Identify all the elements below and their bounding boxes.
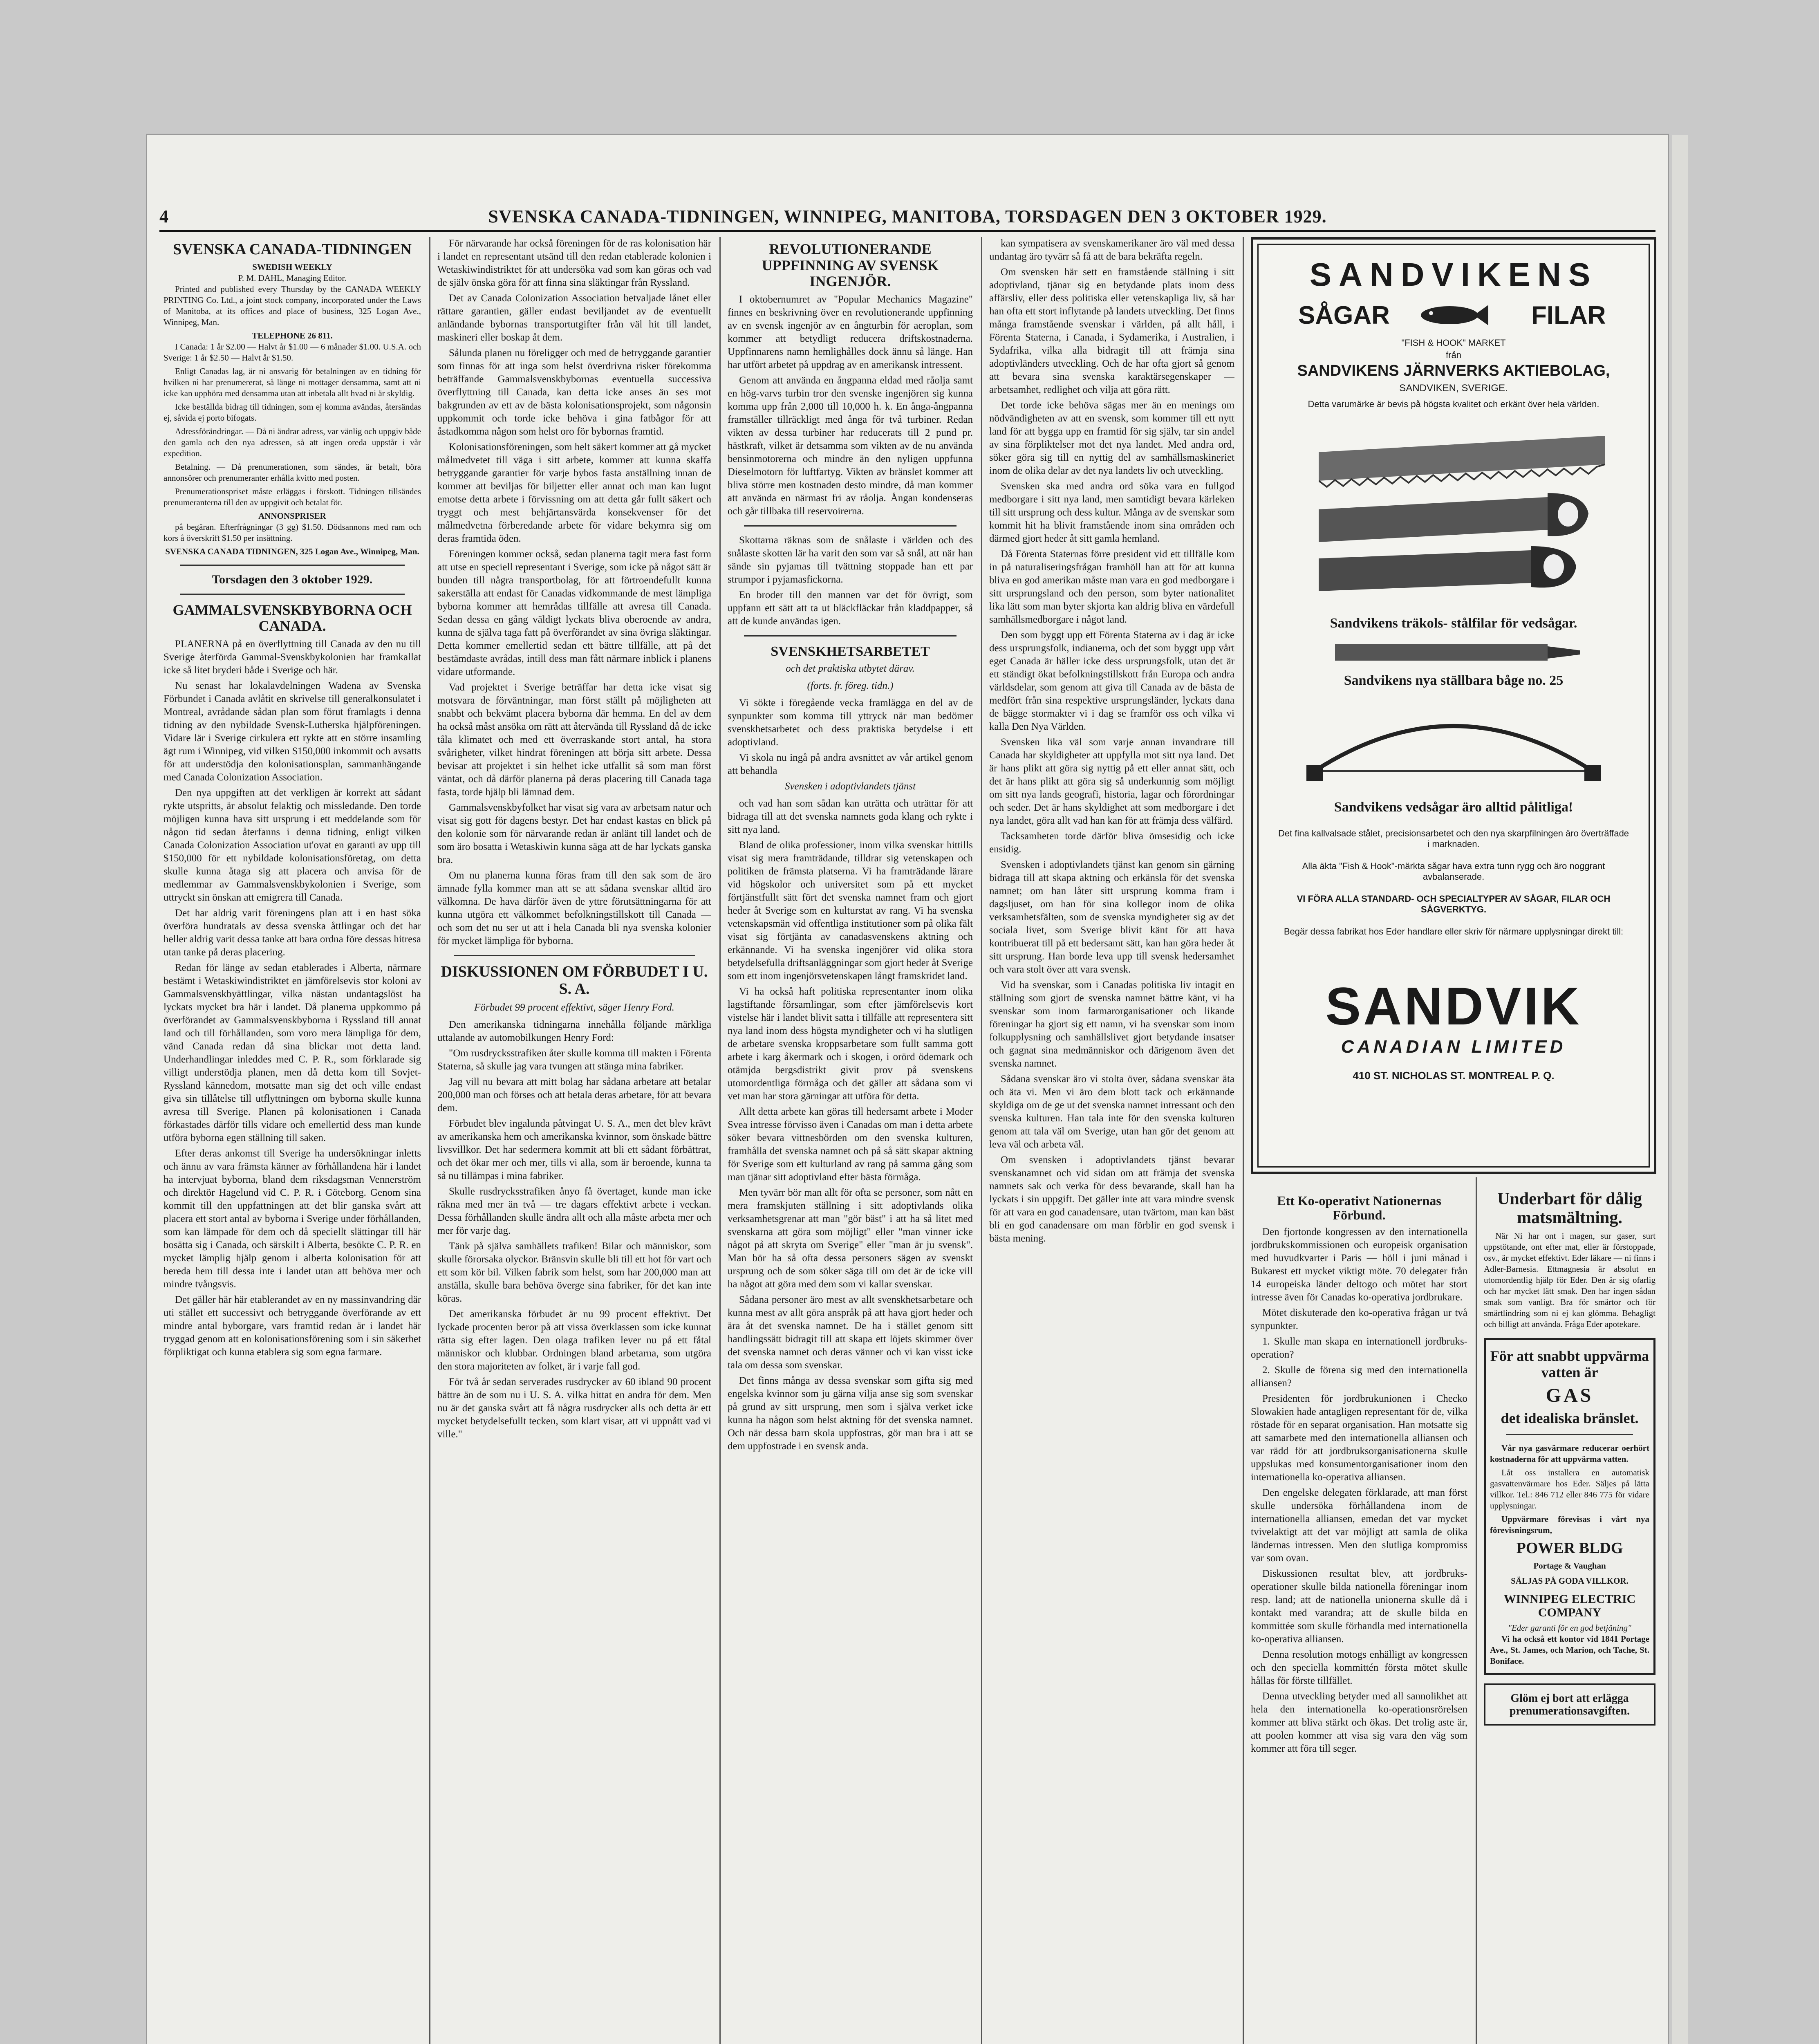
section-subhead: Svensken i adoptivlandets tjänst — [784, 781, 916, 792]
article-paragraph: kan sympatisera av svenskamerikaner äro väl med dessa undantag äro tyvärr så få att de bara bekräfta regeln. — [989, 238, 1234, 262]
column-rule — [1243, 237, 1244, 2044]
article-paragraph: Allt detta arbete kan göras till hedersamt arbete i Moder Svea intresse förvisso även i Canadas om man i detta arbete söker bevara vittnesbörden om den svenska kulturen, framhålla det svenska namnet och på så sätt skapar aktning för Sverige som ett kulturland av rang på samma gång som man tjänar sitt adoptivland efter bästa förmåga. — [728, 1106, 973, 1183]
article-paragraph: Det amerikanska förbudet är nu 99 procent effektivt. Det lyckade procenten beror på att vissa överklassen som icke kunnat rätta sig efter lagen. Den olaga trafiken lever nu på ett fåtal människor och klubbar. Ordningen bland arbetarna, som utgöra den stora majoriteten av folket, är i varje fall god. — [437, 1308, 711, 1372]
ad-text: VI FÖRA ALLA STANDARD- OCH SPECIALTYPER AV SÅGAR, FILAR OCH SÅGVERKTYG. — [1297, 894, 1611, 914]
company-name: SANDVIKENS JÄRNVERKS AKTIEBOLAG, — [1297, 362, 1610, 379]
article-paragraph: Presidenten för jordbrukunionen i Checko Slowakien hade antagligen representant för de, vilka röstade för en separat organisation. Han motsatte sig att samarbete med den internationella alliansen och var rädd för att jordbruksorganisationerna skulle uppslukas med konsumentorganisationer inom den internationella ko-operativa alliansen. — [1251, 1393, 1467, 1483]
masthead-bar — [159, 204, 1655, 229]
brand-name: SANDVIKENS — [1309, 256, 1598, 293]
sandvik-logo-sub: CANADIAN LIMITED — [1341, 1037, 1566, 1057]
divider — [454, 955, 695, 956]
ad-text: Alla äkta "Fish & Hook"-märkta sågar hava extra tunn rygg och äro noggrant avbalanserade. — [1302, 861, 1605, 882]
article-paragraph: Vi ha också haft politiska representanter inom olika lagstiftande församlingar, som efter jämförelsevis kort vistelse här i landet blivit satta i tillfälle att representera sitt nya land inom dess högsta myndigheter och vi ha slutligen de arbetare svenska kroppsarbetare som fullt samma gott arbete i karg åkermark och i skogen, i orörd ödemark och otämjda bergsdistrikt givit prov på svenskens utomordentliga förmåga och det gäller att sådana som vi vet man har stora gärningar att utföra för detta. — [728, 986, 973, 1102]
column-rule — [429, 237, 430, 2044]
column-5 — [1251, 1190, 1467, 2044]
ad-text: Vi ha också ett kontor vid 1841 Portage Ave., St. James, och Marion, och Tache, St. Boniface. — [1490, 1634, 1649, 1666]
article-paragraph: Om svensken i adoptivlandets tjänst bevarar svenskanamnet och vid sidan om att främja det svenska namnets sak och verka för dess bevarande, skall han ha lyckats i sin uppgift. Det gäller inte att vara mindre svensk för att vara en god canadensare, utan tvärtom, man kan bäst bli en god canadensare om man förblir en god svensk i bästa mening. — [989, 1154, 1234, 1244]
article-paragraph: Tänk på själva samhällets trafiken! Bilar och människor, som skulle förorsaka olyckor. Bränsvin skulle bli till ett hot för vart och ett som kör bil. Vilken fabrik som helst, som har 200,000 man att anställa, skulle bara behöva överge sina fabriker, för det kan inte köras. — [437, 1240, 711, 1304]
article-paragraph: Denna utveckling betyder med all sannolikhet att hela den internationella ko-operationsrörelsen kommer att bliva stärkt och ökas. Det trolig aste är, att poolen kommer att visa sig vara den väg som kommer att föra till seger. — [1251, 1691, 1467, 1755]
article-paragraph: Svensken lika väl som varje annan invandrare till Canada har skyldigheter att uppfylla mot sitt nya land. Det är hans plikt att göra sig nyttig på ett eller annat sätt, och det är hans plikt att göra sig så underkunnig som möjligt om sitt nya lands geografi, historia, lagar och förordningar och seder. Det är hans skyldighet att som medborgare i det nya landet, göra allt vad han kan för att främja dess välfärd. — [989, 737, 1234, 826]
article-paragraph: Vi skola nu ingå på andra avsnittet av vår artikel genom att behandla — [728, 752, 973, 777]
article-paragraph: PLANERNA på en överflyttning till Canada av den nu till Sverige återförda Gammal-Svenskbykolonien har framkallat icke så litet bryderi både i Sverige och här. — [164, 638, 421, 676]
product-caption: Sandvikens nya ställbara båge no. 25 — [1344, 673, 1564, 688]
ad-subtitle: det idealiska bränslet. — [1501, 1410, 1639, 1427]
notice-paragraph: Enligt Canadas lag, är ni ansvarig för betalningen av en tidning för hvilken ni har prenumererat, så länge ni mottager densamma, samt att ni icke kan upphöra med densamma utan att inbetala allt hvad ni är skyldig. — [164, 366, 421, 398]
ad-address: Portage & Vaughan — [1533, 1560, 1606, 1571]
notice-paragraph: Betalning. — Då prenumerationen, som sändes, är betalt, böra annonsörer och prenumeranter erhålla kvitto med posten. — [164, 462, 421, 483]
article-paragraph: Bland de olika professioner, inom vilka svenskar hittills visat sig mera framträdande, tilldrar sig vetenskapen och politiken de främsta platserna. Vi ha framträdande lärare vid högskolor och universitet som på ett mycket förtjänstfullt sätt fört det svenska namnet fram och gjort heder åt Sverige som en kulturstat av rang. Vi ha svenska vetenskapsmän vid offentliga institutioner som på olika fält visat sig förtjänta av canadasvenskens aktning och erkännande. Vi ha svenska ingenjörer vid olika stora betydelsefulla driftsanläggningar som gjort heder åt Sverige som ett inom ingenjörsvetenskapen långt framskridet land. — [728, 840, 973, 982]
article-paragraph: Den amerikanska tidningarna innehålla följande märkliga uttalande av automobilkungen Henry Ford: — [437, 1019, 711, 1043]
ad-gas: GAS — [1546, 1384, 1594, 1406]
gas-ad — [1484, 1338, 1655, 1675]
article-paragraph: Det torde icke behöva sägas mer än en menings om nödvändigheten av att en svensk, som kommer till ett nytt land för att bygga upp en framtid för sig själv, tar sin andel av sina förpliktelser mot det nya landet. Med andra ord, söker göra sig till en nyttig del av samhällsmaskineriet inom de olika delar av det nya landets liv och utveckling. — [989, 400, 1234, 476]
article-paragraph: För närvarande har också föreningen för de ras kolonisation här i landet en representant utsänd till den redan etablerade kolonien i Wetaskiwindistriktet för att undersöka vad som kan göras och vad de själv önska göra för att finna sina släktingar från Ryssland. — [437, 238, 711, 288]
ad-terms: SÄLJAS PÅ GODA VILLKOR. — [1511, 1576, 1629, 1586]
paper-address: SVENSKA CANADA TIDNINGEN, 325 Logan Ave., Winnipeg, Man. — [165, 546, 419, 556]
company-location: SANDVIKEN, SVERIGE. — [1399, 383, 1508, 394]
article-paragraph: Den fjortonde kongressen av den internationella jordbrukskommissionen och europeisk organisation med huvudkvarter i Paris — höll i juni månad i Bukarest ett mycket viktigt möte. 70 delegater från 14 europeiska länder deltogo och mötet har stort intresse även för Canadas ko-operativa jordbrukare. — [1251, 1226, 1467, 1303]
editor-line: P. M. DAHL, Managing Editor. — [238, 273, 347, 283]
article-paragraph: Jag vill nu bevara att mitt bolag har sådana arbetare att betalar 200,000 man och förses och att betala deras arbetare, för att bevara dem. — [437, 1076, 711, 1114]
article-paragraph: 2. Skulle de förena sig med den internationella alliansen? — [1251, 1365, 1467, 1389]
sandvik-logo: SANDVIK — [1325, 976, 1582, 1036]
article-paragraph: Svensken i adoptivlandets tjänst kan genom sin gärning bidraga till att skapa aktning och erkänsla för det svenska namnet; om han låter sitt ursprung komma fram i dagsljuset, om han för sina kollegor inom de olika verksamhetsfälten, som de svenska myndigheter sig av det sociala livet, som Sverige blivit känt för att hava kontribuerat till på ett bedersamt sätt, kan han göra heder åt sitt ursprung. Han borde leva upp till svensk hedersamhet och vara stolt över att vara svensk. — [989, 859, 1234, 975]
article-paragraph: 1. Skulle man skapa en internationell jordbruks-operation? — [1251, 1336, 1467, 1360]
masthead: SVENSKA CANADA-TIDNINGEN, WINNIPEG, MANITOBA, TORSDAGEN DEN 3 OKTOBER 1929. — [488, 206, 1327, 226]
notice-paragraph: på begäran. Efterfrågningar (3 gg) $1.50. Dödsannons med ram och kors å överskrift $1.50 per insättning. — [164, 522, 421, 543]
article-title: Ett Ko-operativt Nationernas Förbund. — [1277, 1193, 1441, 1223]
column-rule — [719, 237, 721, 2044]
product-saws: SÅGAR — [1298, 301, 1390, 329]
header-rule — [159, 230, 1655, 232]
article-paragraph: Genom att använda en ångpanna eldad med råolja samt en hög-varvs turbin tror den svenske ingenjören sig kunna komma upp från 2,000 till 10,000 h. k. En ånga-ångpanna framställer tillräckligt med ånga för två turbiner. Redan vikten av dessa turbiner har reducerats till 2 pund pr. hästkraft, vilket är detsamma som vikten av de nu använda bensinmotorerna och mindre än den nyligen uppfunna Dieselmotorn för luftfartyg. Vikten av bränslet kommer att bliva större men kostnaden desto mindre, då man kommer att använda en närmast fri av råolja. Ångan kondenseras och går tillbaka till reservoirerna. — [728, 374, 973, 517]
date-line: Torsdagen den 3 oktober 1929. — [212, 572, 373, 586]
article-paragraph: Skulle rusdrycksstrafiken ånyo få övertaget, kunde man icke räkna med mer än två — tre dagars effektivt arbete i veckan. Dessa förhållanden skulle ändra allt och alla måste arbeta mer och mer för varje dag. — [437, 1186, 711, 1236]
article-paragraph: Den engelske delegaten förklarade, att man först skulle undersöka förhållandena inom de internationella alliansen, emedan det var mycket tvivelaktigt att det var möjligt att samla de olika ländernas intressen. Men den slutliga kompromiss var som ovan. — [1251, 1487, 1467, 1564]
product-files: FILAR — [1531, 301, 1606, 329]
ad-company: WINNIPEG ELECTRIC COMPANY — [1503, 1592, 1636, 1619]
article-paragraph: Redan för länge av sedan etablerades i Alberta, närmare bestämt i Wetaskiwindistriktet en jämförelsevis stor koloni av Gammalsvenskbyättlingar, vilka nästan undantagslöst ha lyckats mycket bra här i landet. Då planerna uppkommo på överförandet av Gammalsvenskbyborna i Ryssland till annat land och till förhållanden, som voro mera lämpliga för dem, vänd Canada redan då sina blickar mot detta land. Underhandlingar inleddes med C. P. R., som förklarade sig villigt understödja planen, men då detta kom till Sovjet-Ryssland kännedom, motsatte man sig det och ville endast giva sin tillåtelse till utflyttningen om byborna skulle kunna avresa till Sverige. Planen på kolonisationen i Canada förkastades därför tills vidare och emellertid dess man kunde utföra byborna egen ställning till saken. — [164, 962, 421, 1143]
fish-hook-logo-icon — [1409, 301, 1490, 329]
article-title: DISKUSSIONEN OM FÖRBUDET I U. S. A. — [441, 963, 708, 997]
divider — [744, 525, 957, 527]
telephone: TELEPHONE 26 811. — [252, 330, 333, 341]
newspaper-page — [147, 135, 1668, 2044]
article-subtitle: Förbudet 99 procent effektivt, säger Henry Ford. — [474, 1002, 674, 1013]
column-6 — [1484, 1186, 1655, 2044]
article-paragraph: Sålunda planen nu föreligger och med de betryggande garantier som finnas för att inga som helst överdrivna risker förekomma beträffande Gammalsvenskbybornas eventuella successiva överflyttning till Canada, kan detta icke anses än ses mot bakgrunden av ett av de bästa kolonisationsprojekt, som någonsin uppkommit och torde icke behöva i gina fatbågor för att åstadkomma någon som helst oro för bybornas framtid. — [437, 347, 711, 437]
page-edge — [1672, 135, 1688, 2044]
notice-paragraph: Prenumerationspriset måste erläggas i förskott. Tidningen tillsändes prenumeranterna till den av uppgivit och betalat för. — [164, 486, 421, 507]
article-paragraph: Tacksamheten torde därför bliva ömsesidig och icke ensidig. — [989, 831, 1234, 855]
article-paragraph: Den nya uppgiften att det verkligen är korrekt att sådant rykte utspritts, är absolut felaktig och missledande. Den torde möjligen kunna hava sitt ursprung i ett meddelande som för någon tid sedan återfanns i denna tidning, enligt vilken Canada Colonization Association ut'ovat en garanti av upp till $150,000 för ett nybildade kolonisationsföretag, om detta skulle kunna åtaga sig att placera och anvisa för de medlemmar av Gammalsvenskbykolonien i Sverige, som uttryckt sin önskan att emigrera till Canada. — [164, 787, 421, 903]
bow-saw-icon — [1306, 697, 1601, 787]
article-paragraph: Vid ha svenskar, som i Canadas politiska liv intagit en ställning som gjort de svenska namnet bättre känt, vi ha svenskar som inom farmarorganisationer och likande föreningar ha gjort sig ett namn, vi ha svenskar som inom folkupplysning och samhällslivet gjort betydande insatser och gagnat sina medmänniskor och därigenom även det svenska namnet. — [989, 979, 1234, 1069]
divider — [180, 594, 405, 595]
paper-subtitle: SWEDISH WEEKLY — [252, 262, 332, 272]
article-paragraph: Sådana svenskar äro vi stolta över, sådana svenskar äta och äta vi. Men vi äro dem blott tack och erkännande skyldiga om de ge ut det svenska namnet intressant och den svenska kulturen. Han tala inte för den svenska kulturen genom att tala väl om Sverige, utan han gör det genom att leva väl och arbeta väl. — [989, 1074, 1234, 1150]
ad-text: Låt oss installera en automatisk gasvattenvärmare hos Eder. Säljes på lätta villkor. Tel.: 846 712 eller 846 775 för vidare upplysningar. — [1490, 1467, 1649, 1511]
article-paragraph: Svensken ska med andra ord söka vara en fullgod medborgare i sitt nya land, men samtidigt bevara kärleken till sitt ursprung och dess kultur. Många av de svenskar som kommit hit ha blivit framstående inom sina områden och därmed gjort heder åt sitt gamla hemland. — [989, 481, 1234, 544]
notice-paragraph: Icke beställda bidrag till tidningen, som ej komma avändas, återsändas ej, såvida ej porto bifogats. — [164, 401, 421, 423]
column-1 — [164, 237, 421, 2044]
saw-blades-icon — [1319, 436, 1605, 607]
article-paragraph: Den som byggt upp ett Förenta Staterna av i dag är icke dess ursprungsfolk, indianerna, och det som byggt upp vårt eget Canada är häller icke dess ursprungsfolk, utan det är ett ständigt ökat befolkningstillskott från Europa och andra världsdelar, som genom att giva till Canada av de bästa de medfört från sina respektive ursprungsländer, lyckats dana de bägge stormakter vi i dag se framför oss och vilka vi kalla Den Nya Världen. — [989, 630, 1234, 732]
article-paragraph: Kolonisationsföreningen, som helt säkert kommer att gå mycket målmedvetet till väga i sitt arbete, kommer att kunna skaffa betryggande garantier för varje bybos fasta anställning innan de kommer att beviljas för biljetter eller annat och man kan lugnt emotse detta arbete i förvissning om att detta går fullt säkert och tryggt och mest behjärtansvärda konsekvenser för det målmedvetna förberedande arbete för vidare bekymra sig om deras framtida öden. — [437, 442, 711, 544]
ad-title: Underbart för dålig matsmältning. — [1497, 1190, 1642, 1228]
subscription-rates: I Canada: 1 år $2.00 — Halvt år $1.00 — 6 månader $1.00. U.S.A. och Sverige: 1 år $2.50 — Halvt år $1.50. — [164, 341, 421, 363]
page-number: 4 — [159, 206, 169, 226]
publisher-text: Printed and published every Thursday by the CANADA WEEKLY PRINTING Co. Ltd., a joint stock company, incorporated under the Laws of Manitoba, at its offices and place of business, 325 Logan Ave., Winnipeg, Man. — [164, 284, 421, 327]
notice-paragraph: Adressförändringar. — Då ni ändrar adress, var vänlig och uppgiv både den gamla och den nya adressen, så att ingen oreda uppstår i vår expedition. — [164, 426, 421, 458]
subscription-reminder: Glöm ej bort att erlägga prenumerationsavgiften. — [1509, 1692, 1630, 1717]
article-paragraph: Vad projektet i Sverige beträffar har detta icke visat sig motsvara de förväntningar, man först ställt på möjligheten att snabbt och bekvämt placera byborna där hemma. En del av dem ha också måst ansöka om rätt att återvända till Ryssland då de icke tåla klimatet och med ett överraskande stort antal, ha stora svårigheter, vilket hindrat föreningen att börja sitt arbete. Dessa bevisar att projektet i sin helhet icke utfallit så som man först väntat, och då därför planerna på deras placering till Canada taga fasta, torde hjälp bli lämnad dem. — [437, 682, 711, 798]
article-paragraph: Det finns många av dessa svenskar som gifta sig med engelska kvinnor som ju gärna vilja anse sig som svenskar på grund av sitt ursprung, men som i själva verket icke kunna ha någon som helst aktning för det svenska namnet. Och när dessa barn skola uppfostras, gör man bra i att se dem uppfostrade i en svensk anda. — [728, 1375, 973, 1452]
divider — [744, 635, 957, 637]
article-paragraph: Mötet diskuterade den ko-operativa frågan ur två synpunkter. — [1251, 1307, 1467, 1332]
ad-text: Uppvärmare förevisas i vårt nya förevisningsrum, — [1490, 1514, 1649, 1535]
article-paragraph: Förbudet blev ingalunda påtvingat U. S. A., men det blev krävt av amerikanska hem och amerikanska kvinnor, som önskade bättre livsvillkor. Det har sedermera kommit att bli ett sådant förbättrat, och det ökar mer och mer, tills vi alla, som är beroende, kunna ta så nu tillämpas i mina fabriker. — [437, 1118, 711, 1181]
article-paragraph: Efter deras ankomst till Sverige ha undersökningar inletts och ännu av vara främsta känner av förhållandena här i landet ha intervjuat byborna, bland dem riksdagsman Vennerström och direktör Hagelund vid C. P. R. i Göteborg. Genom sina kommit till den uppfattningen att det blir ganska svårt att placera ett stort antal av byborna i Sverige under förhållanden, som kan lämpade för dem och då speciellt slättingar till här bosätta sig i Canada, och särskilt i Alberta, besökte C. P. R. en mycket lämplig hjälp genom i alberta kolonisation för att bereda hem till dessa inte i landet utan att behöva mer och mindre tvångsvis. — [164, 1148, 421, 1290]
article-paragraph: Vi sökte i föregående vecka framlägga en del av de synpunkter som komma till yttryck när man bedömer svenskhetsarbetet och dess praktiska betydelse i ett adoptivland. — [728, 697, 973, 748]
article-title: REVOLUTIONERANDE UPPFINNING AV SVENSK INGENJÖR. — [762, 241, 939, 290]
article-paragraph: Det har aldrig varit föreningens plan att i en hast söka överföra hundratals av dessa svenska åttlingar och det har heller aldrig varit dessa tanke att bara ordna före dessas hitresa utan tanke på deras placering. — [164, 907, 421, 958]
ad-text: När Ni har ont i magen, sur gaser, surt uppstötande, ont efter mat, eller är förstoppade, osv., är mycket effektivt. Eder läkare — ni finns i Adler-Barnesia. Ettmagnesia är absolut en utomordentlig hjälp för Eder. Den är sig ofarlig och har mycket lätt smak. Den har ingen sådan smak som vanligt. Bra för smärtor och för smärtlindring som ni ej kan glömma. Behagligt och billigt att använda. Fråga Eder apotekare. — [1484, 1231, 1655, 1329]
ad-text: Vår nya gasvärmare reducerar oerhört kostnaderna för att uppvärma vatten. — [1490, 1443, 1649, 1464]
article-paragraph: Men tyvärr bör man allt för ofta se personer, som nått en mera framskjuten ställning i sitt adoptivlands olika verksamhetsgrenar att man "gör bäst" i att ha så litet med svenskarna att göra som möjligt" eller "man vinner icke något på att skryta om Sverige" eller "man är ju svensk". Man bör ha så ofta dessa personers sägen av svenskt ursprung och de som söker säga till om det är de icke vill ha något att göra med dem som vi kallar svenskar. — [728, 1187, 973, 1290]
ad-tagline: Detta varumärke är bevis på högsta kvalitet och erkänt över hela världen. — [1308, 399, 1599, 409]
paper-title: SVENSKA CANADA-TIDNINGEN — [173, 241, 412, 258]
article-paragraph: Diskussionen resultat blev, att jordbruks-operationer skulle bilda nationella föreningar inom resp. land; att de nationella unionerna skulle då i kontakt med varandra; att de skulle bilda en kommittée som skulle förhandla med internationella ko-operativa alliansen. — [1251, 1568, 1467, 1645]
sandvik-ad — [1251, 237, 1656, 1174]
column-rule — [1476, 1177, 1477, 2044]
article-title: GAMMALSVENSKBYBORNA OCH CANADA. — [172, 601, 412, 634]
continuation-note: (forts. fr. föreg. tidn.) — [807, 680, 894, 692]
article-paragraph: Om svensken här sett en framstående ställning i sitt adoptivland, tjänar sig en betydande plats inom dess affärsliv, eller dess politiska eller vetenskapliga liv, så har han ofta ett stort inflytande på landets utveckling. Det finns många framstående svenskar i världen, på allt håll, i Förenta Staterna, i Canada, i Sydamerika, i Australien, i Sydafrika, vilka alla bidragit till att främja sina adoptivländers utveckling. Och de har ofta gjort så genom att bevara sina svenska karaktärsegenskaper — arbetsamhet, redlighet och vilja att göra rätt. — [989, 267, 1234, 395]
column-3 — [728, 237, 973, 2044]
article-paragraph: I oktobernumret av "Popular Mechanics Magazine" finnes en beskrivning över en revolutionerande uppfinning av en svensk ingenjör av en ångturbin för aeroplan, som kommer att betydligt reducera driftskostnaderna. Uppfinnarens namn hemlighålles dock ännu så länge. Han har utfört arbetet på uppdrag av en amerikansk intressent. — [728, 294, 973, 370]
ad-rates-heading: ANNONSPRISER — [258, 511, 326, 521]
column-2 — [437, 237, 711, 2044]
article-subtitle: och det praktiska utbytet därav. — [786, 663, 915, 675]
article-paragraph: Gammalsvenskbyfolket har visat sig vara av arbetsam natur och visat sig gott för dagens bestyr. Det har endast kastas en blick på den kolonie som för närvarande redan är anlänt till landet och de som äro bosatta i Wetaskiwin kunna säga att de har lyckats ganska bra. — [437, 802, 711, 865]
product-caption: Sandvikens träkols- stålfilar för vedsågar. — [1330, 616, 1577, 631]
reminder-box — [1484, 1683, 1655, 1726]
ad-text: Det fina kallvalsade stålet, precisionsarbetet och den nya skarpfilningen äro överträffade i marknaden. — [1278, 828, 1629, 849]
ad-title: För att snabbt uppvärma vatten är — [1490, 1348, 1649, 1381]
column-rule — [981, 237, 982, 2044]
article-paragraph: En broder till den mannen var det för övrigt, som uppfann ett sätt att ta ut bläckfläckar från kladdpapper, så att de kunde användas igen. — [728, 589, 973, 627]
article-paragraph: Föreningen kommer också, sedan planerna tagit mera fast form att utse en speciell representant i Sverige, som icke på något sätt är bunden till några transportbolag, för att förtroendefullt kunna sakerställa att endast för Canadas vidkommande de mest lämpliga byborna kommer att hemrådas tillfälle att avresa till Canada. Sedan dessa en gång väldigt lyckats bliva oberoende av andra, kunna de själva taga fatt på överförandet av sina övriga släktingar. Detta kommer emellertid sedan ett bättre tillfälle, att på det bestämdaste avrådas, intill dess man fått närmare inblick i planens vidare utformande. — [437, 549, 711, 677]
article-paragraph: Denna resolution motogs enhälligt av kongressen och den speciella kommittén första mötet skulle hållas för förste tillfället. — [1251, 1649, 1467, 1687]
ad-building: POWER BLDG — [1516, 1539, 1623, 1557]
ad-text: Begär dessa fabrikat hos Eder handlare eller skriv för närmare upplysningar direkt till: — [1284, 926, 1624, 937]
article-paragraph: Skottarna räknas som de snålaste i världen och des snålaste skotten lär ha varit den som var så snål, att när han sände sin pyjamas till tvättning stoppade han ett par strumpor i pyjamasfickorna. — [728, 534, 973, 585]
market-label: "FISH & HOOK" MARKET — [1401, 338, 1506, 348]
article-paragraph: För två år sedan serverades rusdrycker av 60 ibland 90 procent bättre än de som nu i U. S. A. vilka hittat en andra för dem. Men nu är det ganska svårt att få några rusdrycker alls och detta är ett mycket betydelsefullt tecken, som klart visar, att vi uppnått vad vi ville." — [437, 1376, 711, 1440]
article-paragraph: "Om rusdrycksstrafiken åter skulle komma till makten i Förenta Staterna, så skulle jag vara tvungen att stänga mina fabriker. — [437, 1047, 711, 1072]
product-caption: Sandvikens vedsågar äro alltid pålitliga! — [1334, 800, 1573, 815]
ad-guarantee: "Eder garanti för en god betjäning" — [1508, 1623, 1631, 1633]
article-paragraph: Det av Canada Colonization Association betvaljade lånet eller rättare garantien, gäller endast beviljandet av de eventuellt anländande bybornas transportutgifter från väl hit till landet, maskineri eller boskap åt dem. — [437, 293, 711, 343]
column-4 — [989, 237, 1234, 2044]
article-paragraph: Det gäller här här etablerandet av en ny massinvandring där uti stället ett successivt och betryggande överförande av ett mindre antal byborgare, vars framtid redan är i landet här tryggad genom att en kolonisationsförening som i sin säkerhet förpliktigat och kunna etablera sig som egna farmare. — [164, 1294, 421, 1358]
article-paragraph: Då Förenta Staternas förre president vid ett tillfälle kom in på naturaliseringsfrågan framhöll han att för att kunna bliva en god amerikan måste man vara en god medborgare i sitt ursprungsland och den person, som byter nationalitet lika lätt som man byter skjorta kan aldrig bliva en värdefull samhällsmedborgare i något land. — [989, 549, 1234, 625]
file-icon — [1335, 640, 1580, 665]
article-paragraph: Om nu planerna kunna föras fram till den sak som de äro ämnade fylla kommer man att se att sådana svenskar alltid äro välkomna. De hava därför även de yttre förutsättningarna för att kunna utgöra ett välkommet befolkningstillskott till Canada — och som det nu ser ut att i hela Canada bli nya svenska kolonier för mycket lämpliga för byborna. — [437, 870, 711, 946]
article-paragraph: Sådana personer äro mest av allt svenskhetsarbetare och kunna mest av allt göra anspråk på att hava gjort heder och ära åt det svenska namnet. De ha i stället genom sitt handlingssätt bidragit till att skapa ett löjets skimmer över det svenska namnet och deras vänner och vi kan visst icke tala om dessa som svenskar. — [728, 1294, 973, 1371]
from-label: från — [1446, 350, 1461, 360]
article-title: SVENSKHETSARBETET — [771, 643, 930, 659]
article-paragraph: Nu senast har lokalavdelningen Wadena av Svenska Förbundet i Canada avlåtit en skrivelse till generalkonsulatet i Montreal, avrådande sådan plan som förut framlagts i denna tidning av den nybildade Svensk-Lutherska hjälpföreningen. Vidare lär i Sverige cirkulera ett rykte att en större insamling ägt rum i Winnipeg, vid vilken $150,000 inkommit och avsatts för att understödja den kolonisationsplan, sammanhängande med Canada Colonization Association. — [164, 680, 421, 783]
article-paragraph: och vad han som sådan kan uträtta och uträttar för att bidraga till att det svenska namnets goda klang och rykte i sitt nya land. — [728, 798, 973, 836]
divider — [180, 565, 405, 566]
sandvik-address: 410 ST. NICHOLAS ST. MONTREAL P. Q. — [1353, 1069, 1555, 1082]
